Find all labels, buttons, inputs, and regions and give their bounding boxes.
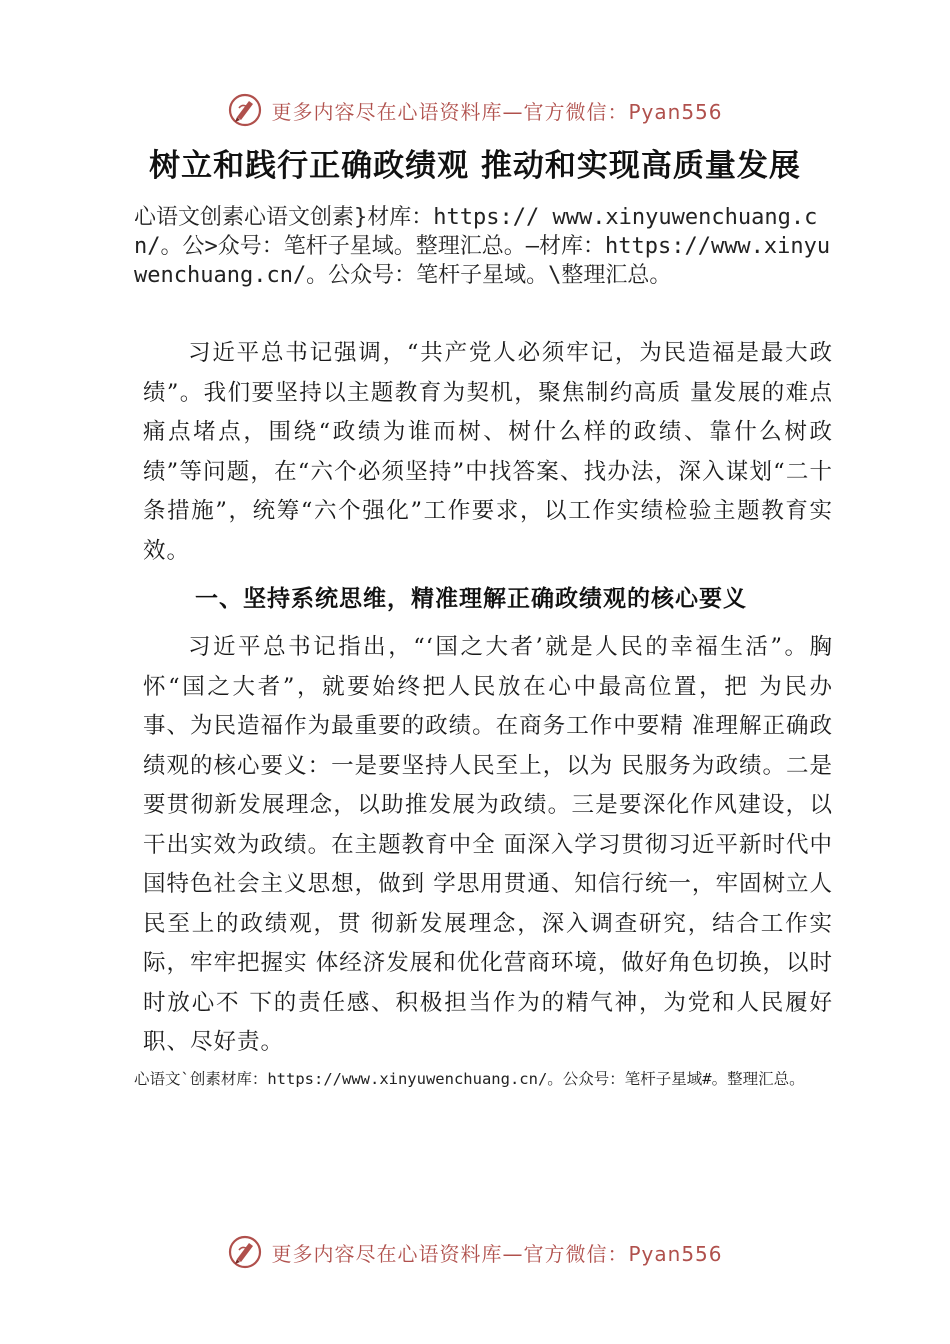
banner-text [271, 96, 722, 125]
banner-slogan: 更多内容尽在心语资料库—官方微信： [271, 99, 629, 124]
header-banner [0, 88, 950, 132]
banner-wechat-id: Pyan556 [628, 99, 723, 124]
banner-text [271, 1238, 722, 1267]
footer-banner [0, 1230, 950, 1274]
banner-wechat-id: Pyan556 [628, 1241, 723, 1266]
pen-logo-icon [227, 92, 263, 128]
section-heading: 一、坚持系统思维，精准理解正确政绩观的核心要义 [195, 586, 747, 612]
intro-paragraph: 习近平总书记强调，“共产党人必须牢记，为民造福是最大政绩”。我们要坚持以主题教育为契机，聚焦制约高质 量发展的难点痛点堵点，围绕“政绩为谁而树、树什么样的政绩、靠什么树政绩”等问题，在“六个必须坚持”中找答案、找办法，深入谋划“二十条措施”，统筹“六个强化”工作要求，以工作实绩检验主题教育实效。 [143, 340, 833, 564]
source-note: 心语文创素心语文创素}材库：https:// www.xinyuwenchuang.cn/。公>众号：笔杆子星域。整理汇总。—材库：https://www.xinyuwenchuang.cn/。公众号：笔杆子星域。\整理汇总。 [134, 205, 831, 288]
banner-slogan: 更多内容尽在心语资料库—官方微信： [271, 1241, 629, 1266]
document-title: 树立和践行正确政绩观 推动和实现高质量发展 [149, 148, 801, 184]
footer-source-note: 心语文`创素材库：https://www.xinyuwenchuang.cn/。公众号：笔杆子星域#。整理汇总。 [134, 1070, 805, 1088]
pen-logo-icon [227, 1234, 263, 1270]
section-paragraph: 习近平总书记指出，“‘国之大者’就是人民的幸福生活”。胸怀“国之大者”，就要始终把人民放在心中最高位置，把 为民办事、为民造福作为最重要的政绩。在商务工作中要精 准理解正确政绩观的核心要义：一是要坚持人民至上，以为 民服务为政绩。二是要贯彻新发展理念，以助推发展为政绩。三是要深化作风建设，以干出实效为政绩。在主题教育中全 面深入学习贯彻习近平新时代中国特色社会主义思想，做到 学思用贯通、知信行统一，牢固树立人民至上的政绩观，贯 彻新发展理念，深入调查研究，结合工作实际，牢牢把握实 体经济发展和优化营商环境，做好角色切换，以时时放心不 下的责任感、积极担当作为的精气神，为党和人民履好职、尽好责。 [143, 634, 833, 1055]
